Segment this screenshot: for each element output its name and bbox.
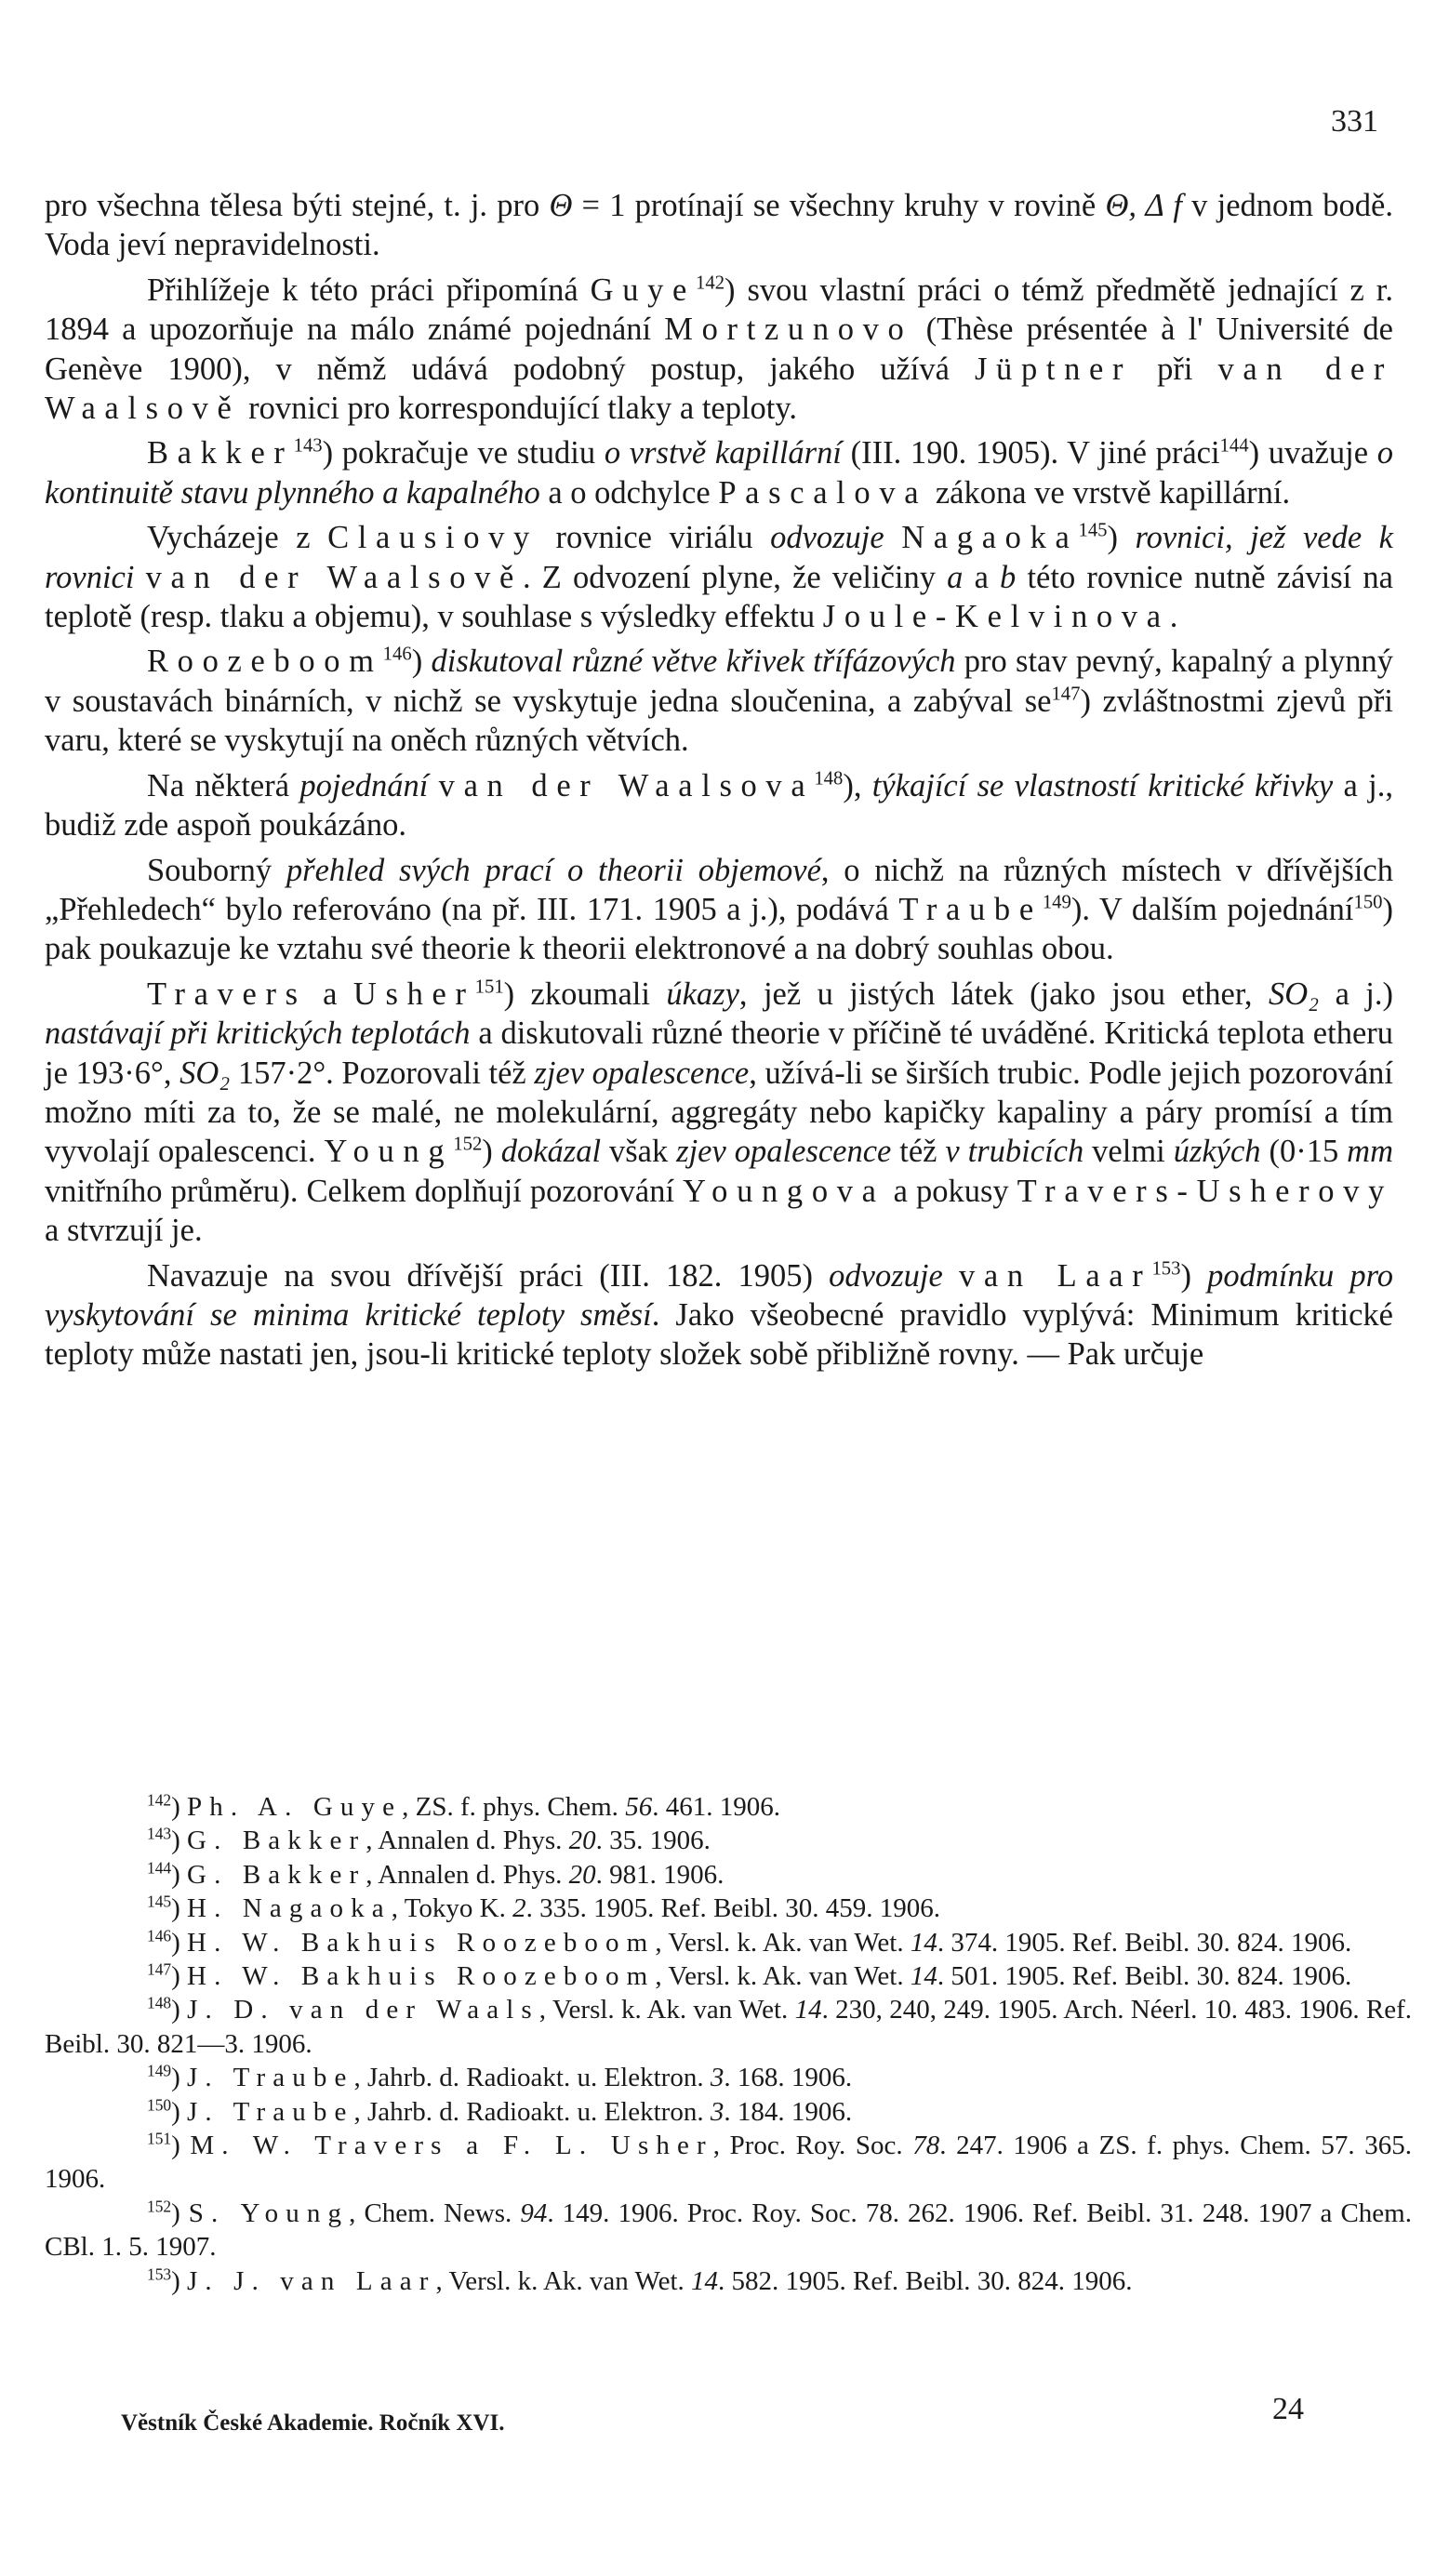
paragraph-0 bbox=[45, 186, 1393, 265]
text: ) bbox=[1107, 520, 1136, 556]
footnote-ref[interactable]: 142 bbox=[696, 272, 725, 294]
text: , Chem. News. bbox=[349, 2198, 521, 2228]
footnote-ref[interactable]: 149 bbox=[1042, 892, 1071, 913]
author-name: Travers-Usherovy bbox=[1017, 1173, 1393, 1209]
author-name: Clausiovy bbox=[327, 520, 538, 556]
unit: mm bbox=[1347, 1134, 1394, 1170]
text: . 582. 1905. Ref. Beibl. 30. 824. 1906. bbox=[718, 2265, 1133, 2296]
footnote bbox=[45, 2197, 1412, 2264]
author-name: van Laar bbox=[958, 1257, 1152, 1294]
text: a j.) bbox=[1319, 976, 1394, 1012]
text: ) bbox=[171, 2265, 188, 2296]
author-name: J. Traube bbox=[187, 2096, 354, 2127]
paragraph-4 bbox=[45, 642, 1393, 760]
text: . 981. 1906. bbox=[595, 1859, 724, 1890]
footnote bbox=[45, 2264, 1412, 2298]
text: a bbox=[963, 559, 1001, 595]
text bbox=[884, 520, 902, 555]
text: a pokusy bbox=[884, 1173, 1017, 1209]
paragraph-5 bbox=[45, 766, 1393, 845]
text: ) bbox=[171, 1927, 188, 1958]
footnote-number: 152 bbox=[147, 2197, 172, 2216]
volume: 14 bbox=[910, 1927, 937, 1958]
footnote-number: 146 bbox=[147, 1925, 172, 1945]
footnote bbox=[45, 1790, 1412, 1824]
footnote-ref[interactable]: 152 bbox=[453, 1134, 483, 1155]
text: . bbox=[1169, 599, 1178, 635]
text: ) bbox=[171, 1826, 188, 1856]
author-name: Joule-Kelvinova bbox=[822, 599, 1170, 635]
text: . 184. 1906. bbox=[724, 2096, 853, 2127]
text: a bbox=[306, 976, 353, 1012]
emphasis: přehled svých prací o theorii objemové bbox=[286, 852, 821, 888]
text: 157·2°. Pozorovali též bbox=[230, 1055, 535, 1091]
author-name: Traube bbox=[898, 891, 1043, 927]
emphasis: rovnici, jež vede k rovnici bbox=[45, 520, 1393, 595]
theta-symbol: Θ bbox=[549, 188, 573, 223]
text: ) bbox=[1180, 1257, 1208, 1294]
text: . 501. 1905. Ref. Beibl. 30. 824. 1906. bbox=[937, 1961, 1352, 1992]
volume: 20 bbox=[568, 1826, 596, 1856]
body-text bbox=[45, 186, 1393, 1380]
footnote-number: 148 bbox=[147, 1993, 172, 2012]
footnote bbox=[45, 1858, 1412, 1892]
author-name: G. Bakker bbox=[187, 1859, 366, 1890]
author-name: Jüptner bbox=[974, 351, 1133, 387]
text: ) bbox=[171, 2063, 188, 2093]
text: této rovnice nutně závisí na teplotě (resp. tlaku a objemu), v souhlase s výsledky effektu bbox=[45, 559, 1393, 635]
footnote bbox=[45, 2129, 1412, 2197]
emphasis: zjev opalescence bbox=[676, 1134, 892, 1170]
text: též bbox=[891, 1134, 946, 1170]
footnote-ref[interactable]: 146 bbox=[382, 644, 412, 665]
paragraph-1 bbox=[45, 271, 1393, 429]
text: ) bbox=[171, 1792, 188, 1822]
text: vnitřního průměru). Celkem doplňují pozorování bbox=[45, 1173, 684, 1209]
emphasis: dokázal bbox=[500, 1134, 602, 1170]
text: , Jahrb. d. Radioakt. u. Elektron. bbox=[353, 2063, 711, 2093]
author-name: J. D. van der Waals bbox=[187, 1995, 539, 2025]
emphasis: úkazy bbox=[666, 976, 739, 1012]
author-name: H. W. Bakhuis Roozeboom bbox=[187, 1961, 656, 1992]
volume: 94 bbox=[520, 2198, 548, 2228]
footnote bbox=[45, 2061, 1412, 2094]
volume: 56 bbox=[625, 1792, 653, 1822]
author-name: J. J. van Laar bbox=[187, 2265, 436, 2296]
author-name: Usher bbox=[352, 976, 475, 1012]
volume: 3 bbox=[710, 2096, 724, 2127]
text: . Z odvození plyne, že veličiny bbox=[523, 559, 948, 595]
text: rovnici pro korrespondující tlaky a teploty. bbox=[240, 391, 798, 427]
journal-footer: Věstník České Akademie. Ročník XVI. bbox=[121, 2410, 505, 2436]
footnote bbox=[45, 1993, 1412, 2061]
author-name: Mortzunovo bbox=[664, 312, 913, 348]
footnote-number: 142 bbox=[147, 1790, 172, 1810]
footnote-number: 151 bbox=[147, 2129, 172, 2148]
footnote-number: 144 bbox=[147, 1858, 172, 1878]
text: ) svou vlastní práci o témž předmětě jednající z r. 1894 a upozorňuje na málo známé pojednání bbox=[45, 272, 1393, 348]
variable-a: a bbox=[947, 559, 964, 595]
volume: 78 bbox=[912, 2131, 940, 2161]
text: ) bbox=[171, 2131, 191, 2161]
text: ) bbox=[171, 2096, 188, 2127]
text: , Versl. k. Ak. van Wet. bbox=[435, 2265, 692, 2296]
text: . 461. 1906. bbox=[652, 1792, 780, 1822]
text: a stvrzují je. bbox=[45, 1213, 203, 1249]
text: , ZS. f. phys. Chem. bbox=[402, 1792, 626, 1822]
text: ) uvažuje bbox=[1248, 435, 1377, 471]
text: ) bbox=[171, 1961, 188, 1992]
volume: 3 bbox=[710, 2063, 724, 2093]
text: (0·15 bbox=[1260, 1134, 1348, 1170]
text: ) zkoumali bbox=[503, 976, 667, 1012]
footnote-ref[interactable]: 148 bbox=[814, 768, 844, 790]
text: , Annalen d. Phys. bbox=[366, 1859, 569, 1890]
paragraph-6 bbox=[45, 851, 1393, 969]
text: . 374. 1905. Ref. Beibl. 30. 824. 1906. bbox=[937, 1927, 1352, 1958]
chemical-formula: SO₂ bbox=[179, 1055, 231, 1091]
text: a j., budiž zde aspoň poukázáno. bbox=[45, 767, 1393, 843]
text: Navazuje na svou dřívější práci (III. 182. 1905) bbox=[147, 1257, 830, 1294]
text: ) bbox=[171, 2198, 189, 2228]
emphasis: podmínku pro vyskytování se minima kritické teploty směsí bbox=[45, 1257, 1393, 1333]
footnote-ref[interactable]: 153 bbox=[1151, 1258, 1181, 1280]
footnote bbox=[45, 1959, 1412, 1993]
emphasis: zjev opalescence bbox=[534, 1055, 750, 1091]
volume: 20 bbox=[568, 1859, 596, 1890]
footnote-ref[interactable]: 147 bbox=[1051, 684, 1081, 705]
text: . Jako všeobecné pravidlo vyplývá: Minimum kritické teploty může nastati jen, jsou-li kritické teploty složek sobě přibližně rovny. — Pak určuje bbox=[45, 1296, 1393, 1373]
text: ), bbox=[843, 767, 872, 803]
volume: 14 bbox=[794, 1995, 822, 2025]
emphasis: odvozuje bbox=[770, 520, 884, 556]
chemical-formula: SO₂ bbox=[1268, 976, 1320, 1012]
author-name: G. Bakker bbox=[187, 1826, 366, 1856]
author-name: Bakker bbox=[147, 435, 294, 471]
author-name: M. W. Travers a F. L. Usher bbox=[190, 2131, 713, 2161]
volume: 2 bbox=[512, 1893, 526, 1924]
text: v jednom bodě. Voda jeví nepravidelnosti. bbox=[45, 188, 1393, 263]
footnote-number: 149 bbox=[147, 2061, 172, 2080]
author-name: H. W. Bakhuis Roozeboom bbox=[187, 1927, 656, 1958]
author-name: Youngova bbox=[683, 1173, 885, 1209]
text: ) pokračuje ve studiu bbox=[322, 435, 605, 471]
author-name: J. Traube bbox=[187, 2063, 354, 2093]
text bbox=[428, 768, 438, 803]
footnote bbox=[45, 1892, 1412, 1925]
emphasis: o vrstvě kapillární bbox=[604, 435, 842, 471]
text: . 247. 1906 a ZS. f. phys. Chem. 57. 365. 1906. bbox=[45, 2131, 1412, 2195]
text: Na některá bbox=[147, 767, 300, 803]
text: rovnice viriálu bbox=[538, 520, 771, 556]
text: . 335. 1905. Ref. Beibl. 30. 459. 1906. bbox=[525, 1893, 941, 1924]
volume: 14 bbox=[691, 2265, 719, 2296]
text: a diskutovali různé theorie v příčině té uváděné. Kritická teplota etheru je 193·6°, bbox=[45, 1016, 1394, 1091]
text: velmi bbox=[1083, 1134, 1174, 1170]
author-name: Travers bbox=[147, 976, 307, 1012]
text: , Annalen d. Phys. bbox=[366, 1826, 569, 1856]
text: ) pak poukazuje ke vztahu své theorie k theorii elektronové a na dobrý souhlas obou. bbox=[45, 891, 1393, 967]
text: ) bbox=[482, 1134, 501, 1170]
emphasis: v trubicích bbox=[945, 1134, 1084, 1170]
footnote-number: 153 bbox=[147, 2264, 172, 2284]
text: (Thèse présentée à l' Université de Genève 1900), v němž udává podobný postup, jakého užívá bbox=[45, 312, 1393, 387]
footnote-ref[interactable]: 144 bbox=[1219, 435, 1249, 457]
volume: 14 bbox=[910, 1961, 937, 1992]
text: však bbox=[601, 1134, 677, 1170]
author-name: Nagaoka bbox=[901, 520, 1079, 556]
text: . 168. 1906. bbox=[724, 2063, 853, 2093]
footnote bbox=[45, 1824, 1412, 1857]
text: . 149. 1906. Proc. Roy. Soc. 78. 262. 1906. Ref. Beibl. 31. 248. 1907 a Chem. CBl. 1. 5. 1907. bbox=[45, 2198, 1412, 2263]
text: , užívá-li se širších trubic. Podle jejich pozorování možno míti za to, že se malé, ne molekulární, aggregáty nebo kapičky kapaliny a páry promísí a tím vyvolají opalescenci. bbox=[45, 1055, 1394, 1170]
emphasis: nastávají při kritických teplotách bbox=[45, 1016, 471, 1052]
author-name: van der Waalsova bbox=[438, 767, 815, 803]
emphasis: odvozuje bbox=[829, 1257, 943, 1294]
text: , jež u jistých látek (jako jsou ether, bbox=[738, 976, 1269, 1012]
footnotes bbox=[45, 1790, 1412, 2298]
emphasis: o kontinuitě stavu plynného a kapalného bbox=[45, 435, 1393, 511]
text: , Versl. k. Ak. van Wet. bbox=[538, 1995, 795, 2025]
text: , Jahrb. d. Radioakt. u. Elektron. bbox=[353, 2096, 711, 2127]
author-name: Roozeboom bbox=[147, 644, 383, 680]
footnote-number: 147 bbox=[147, 1959, 172, 1979]
page-number: 331 bbox=[1331, 104, 1378, 139]
text bbox=[943, 1258, 959, 1294]
footnote-number: 150 bbox=[147, 2095, 172, 2114]
emphasis: diskutoval různé větve křivek třífázových bbox=[431, 644, 956, 680]
text: , Tokyo K. bbox=[391, 1893, 513, 1924]
footnote bbox=[45, 1926, 1412, 1959]
footnote-ref[interactable]: 145 bbox=[1078, 520, 1108, 541]
text: pro stav pevný, kapalný a plynný v soustavách binárních, v nichž se vyskytuje jedna sloučenina, a zabýval se bbox=[45, 644, 1393, 719]
text: , Proc. Roy. Soc. bbox=[712, 2131, 913, 2161]
text: pro všechna tělesa býti stejné, t. j. pro bbox=[45, 188, 550, 223]
author-name: Ph. A. Guye bbox=[187, 1792, 403, 1822]
emphasis: týkající se vlastností kritické křivky bbox=[871, 767, 1334, 803]
author-name: van der Waalsově bbox=[45, 351, 1394, 427]
text: zákona ve vrstvě kapillární. bbox=[927, 474, 1291, 511]
author-name: H. Nagaoka bbox=[187, 1893, 392, 1924]
author-name: Guye bbox=[590, 272, 696, 308]
text: Souborný bbox=[147, 852, 286, 888]
author-name: S. Young bbox=[188, 2198, 350, 2228]
author-name: Pascalova bbox=[718, 474, 928, 511]
emphasis: pojednání bbox=[299, 767, 429, 803]
footnote-ref[interactable]: 151 bbox=[474, 976, 504, 998]
text: , Versl. k. Ak. van Wet. bbox=[655, 1961, 911, 1992]
footnote-number: 145 bbox=[147, 1892, 172, 1911]
text: ) bbox=[171, 1893, 188, 1924]
footnote-ref[interactable]: 143 bbox=[293, 435, 323, 457]
text: ) bbox=[171, 1995, 188, 2025]
text: , Versl. k. Ak. van Wet. bbox=[655, 1927, 911, 1958]
text: při bbox=[1132, 351, 1218, 387]
text: , o nichž na různých místech v dřívějších „Přehledech“ bylo referováno (na př. III. 171. 1905 a j.), podává bbox=[45, 852, 1393, 927]
text: ) bbox=[171, 1859, 188, 1890]
text: ). V dalším pojednání bbox=[1070, 891, 1354, 927]
variable-b: b bbox=[1000, 559, 1017, 595]
text: . 230, 240, 249. 1905. Arch. Néerl. 10. 483. 1906. Ref. Beibl. 30. 821—3. 1906. bbox=[45, 1995, 1412, 2059]
text: a o odchylce bbox=[539, 474, 719, 511]
emphasis: úzkých bbox=[1173, 1134, 1261, 1170]
text: . 35. 1906. bbox=[595, 1826, 711, 1856]
text: Vycházeje z bbox=[147, 520, 328, 556]
text: ) bbox=[411, 644, 432, 680]
text bbox=[134, 560, 145, 595]
text: (III. 190. 1905). V jiné práci bbox=[841, 435, 1220, 471]
paragraph-2 bbox=[45, 433, 1393, 512]
text: Přihlížeje k této práci připomíná bbox=[147, 272, 591, 308]
author-name: van der Waalsově bbox=[145, 559, 523, 595]
footnote bbox=[45, 2095, 1412, 2129]
footnote-number: 143 bbox=[147, 1824, 172, 1843]
formula: Θ, Δ f bbox=[1105, 188, 1182, 223]
paragraph-7 bbox=[45, 975, 1393, 1251]
paragraph-3 bbox=[45, 518, 1393, 636]
text: = 1 protínají se všechny kruhy v rovině bbox=[572, 188, 1106, 223]
author-name: Young bbox=[324, 1134, 454, 1170]
footnote-ref[interactable]: 150 bbox=[1353, 892, 1383, 913]
text: ) zvláštnostmi zjevů při varu, které se vyskytují na oněch různých větvích. bbox=[45, 683, 1393, 759]
signature-mark: 24 bbox=[1272, 2392, 1304, 2426]
paragraph-8 bbox=[45, 1256, 1393, 1374]
